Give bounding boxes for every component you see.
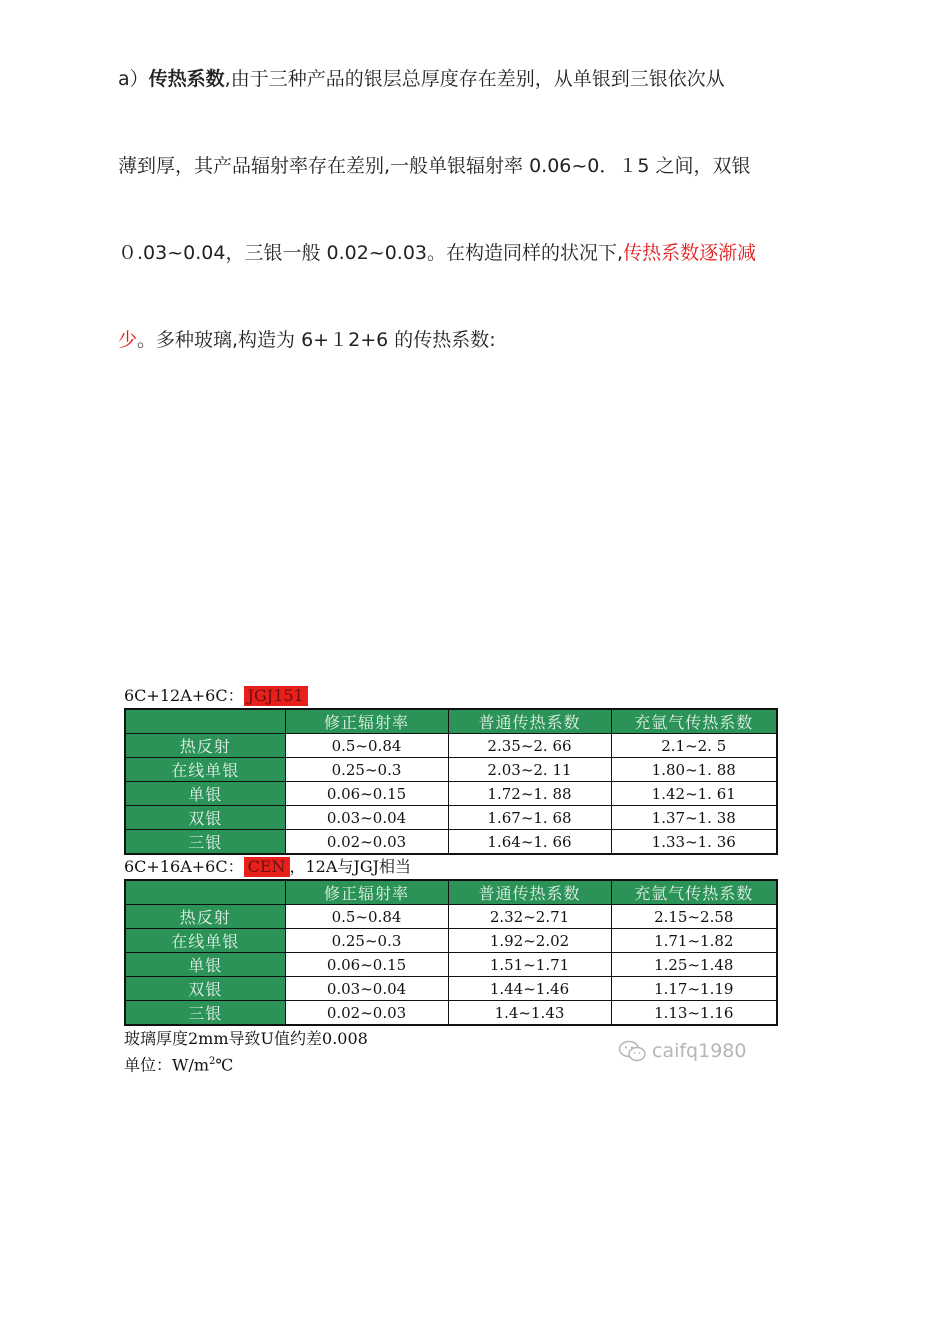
table-header-row [125,880,777,905]
table-cell: 1.37~1. 38 [611,806,777,830]
standard-tag: CEN [244,857,290,877]
column-header: 普通传热系数 [448,709,611,734]
table-cell: 1.92~2.02 [448,929,611,953]
item-label: a） [118,68,149,90]
highlight-text: 传热系数逐渐减 [623,242,757,264]
thickness-note: 玻璃厚度2mm导致U值约差0.008 [124,1029,368,1048]
row-header: 热反射 [125,905,285,929]
row-header: 单银 [125,782,285,806]
table-row [125,782,777,806]
row-header: 双银 [125,806,285,830]
line-text: ０.03~0.04，三银一般 0.02~0.03。在构造同样的状况下, [118,242,624,264]
table-row [125,929,777,953]
table-row [125,830,777,855]
column-header [125,709,285,734]
unit-text: 单位：W/m [124,1055,210,1075]
row-header: 三银 [125,830,285,855]
standard-tag: JGJ151 [244,686,308,706]
table-cell: 1.17~1.19 [611,977,777,1001]
table-cell: 2.32~2.71 [448,905,611,929]
table-cell: 0.03~0.04 [285,806,448,830]
table-row [125,758,777,782]
row-header: 双银 [125,977,285,1001]
table-row [125,734,777,758]
row-header: 在线单银 [125,758,285,782]
table-cell: 2.1~2. 5 [611,734,777,758]
line-text: 。多种玻璃,构造为 6+１2+6 的传热系数: [137,329,496,351]
table-header-row [125,709,777,734]
caption-suffix: ，12A与JGJ相当 [289,857,412,876]
table-cell: 1.44~1.46 [448,977,611,1001]
table-row [125,905,777,929]
paragraph-line-2: 薄到厚，其产品辐射率存在差别,一般单银辐射率 0.06~0．１5 之间，双银 [118,155,751,177]
table-cell: 0.02~0.03 [285,1001,448,1026]
wechat-icon [618,1040,648,1062]
table-cell: 0.25~0.3 [285,929,448,953]
column-header: 普通传热系数 [448,880,611,905]
table-row [125,1001,777,1026]
table-cell: 1.80~1. 88 [611,758,777,782]
bold-term: 传热系数 [148,68,225,90]
table-row [125,806,777,830]
line-text: ,由于三种产品的银层总厚度存在差别，从单银到三银依次从 [224,68,725,90]
table-cell: 1.51~1.71 [448,953,611,977]
highlight-text: 少 [118,329,138,351]
watermark [618,1040,746,1062]
table-cell: 2.03~2. 11 [448,758,611,782]
column-header [125,880,285,905]
table-cell: 2.35~2. 66 [448,734,611,758]
table-cell: 0.5~0.84 [285,734,448,758]
table-cell: 0.06~0.15 [285,782,448,806]
table-cell: 1.4~1.43 [448,1001,611,1026]
table2-caption [124,855,776,879]
paragraph-line-3 [118,210,858,297]
column-header: 修正辐射率 [285,709,448,734]
table-cell: 1.64~1. 66 [448,830,611,855]
row-header: 在线单银 [125,929,285,953]
caption-text: 6C+12A+6C： [124,686,244,705]
table-cell: 1.67~1. 68 [448,806,611,830]
table-cell: 1.25~1.48 [611,953,777,977]
table-cell: 0.25~0.3 [285,758,448,782]
unit-suffix: ℃ [215,1055,234,1075]
table-cell: 0.06~0.15 [285,953,448,977]
table-cell: 0.02~0.03 [285,830,448,855]
table-cell: 1.71~1.82 [611,929,777,953]
row-header: 单银 [125,953,285,977]
column-header: 修正辐射率 [285,880,448,905]
column-header: 充氩气传热系数 [611,709,777,734]
row-header: 热反射 [125,734,285,758]
table-cell: 0.5~0.84 [285,905,448,929]
table-cell: 0.03~0.04 [285,977,448,1001]
unit-sup: 2 [209,1056,216,1067]
table-row [125,977,777,1001]
u-value-figure [124,684,776,1075]
watermark-text: caifq1980 [652,1040,747,1062]
table1-caption [124,684,776,708]
u-value-table-16a [124,879,778,1026]
caption-text: 6C+16A+6C： [124,857,244,876]
paragraph-line-4 [118,297,858,384]
table-cell: 1.13~1.16 [611,1001,777,1026]
table-cell: 2.15~2.58 [611,905,777,929]
table-row [125,953,777,977]
paragraph-line-1 [118,36,858,123]
table-cell: 1.33~1. 36 [611,830,777,855]
table-cell: 1.42~1. 61 [611,782,777,806]
u-value-table-12a [124,708,778,855]
table-cell: 1.72~1. 88 [448,782,611,806]
column-header: 充氩气传热系数 [611,880,777,905]
row-header: 三银 [125,1001,285,1026]
